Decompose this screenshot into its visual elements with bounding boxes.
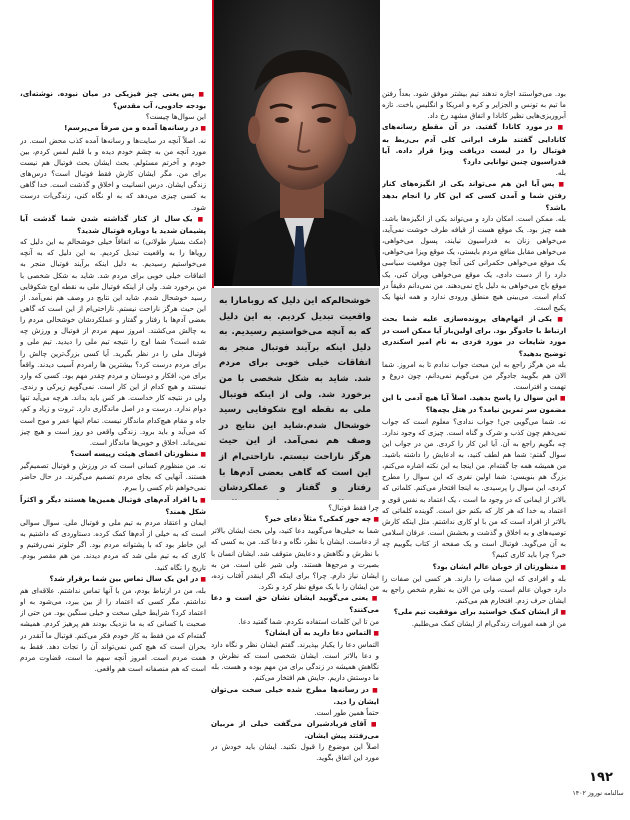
article-column-right — [382, 88, 566, 806]
interview-question: ■ یا افراد آدم‌های فوتبال همین‌ها هستند دیگر و اکثراً شکل همند؟ — [20, 494, 206, 517]
interview-question: ■ در مورد کانادا گفتید. در آن مقطع رسانه‌های کانادایی گفتند طرف ایرانی کلی آدم بی‌ربط به فوتبال را در لیست دریافت ویزا قرار داده. آیا فدراسیون چنین توانایی دارد؟ — [382, 121, 566, 167]
interview-question: ■ آقای فریادشیران می‌گفت خیلی از مربیان می‌رفتند پیش ایشان. — [211, 718, 379, 741]
interview-question: ■ التماس دعا دارید به آن ایشان؟ — [211, 627, 379, 639]
interview-answer: ایمان و اعتقاد مردم به تیم ملی و فوتبال ملی. سوال سوالی است که به خیلی از آدم‌ها کمک کرده. دستاوردی که داشتیم به این خاطر بود که با پشتوانه مردم بود. اگر جلوتر نمی‌رفتیم و کاری که به تیم ملی شد که مردم دیدند. من هم مقصر بودم. تاریخ را نگاه کنید. — [20, 517, 206, 572]
interview-question: ■ این سوال را پاسخ بدهید. اصلاً آیا هیچ آدمی با این مضمون سر تمرین نیامد؟ در هتل بچه‌ها؟ — [382, 392, 566, 415]
interview-question: ■ در این یک سال تماس بین شما برقرار شد؟ — [20, 573, 206, 585]
page-number: ۱۹۲ — [589, 770, 613, 785]
interview-answer: بله. ممکن است. امکان دارد و می‌تواند یکی از انگیزه‌ها باشد. همه چیز بود. یک موقع هست از قیافه طرف خوشت نمی‌آید، می‌خواهی زنان به فدراسیون نیایند، پسول می‌خواهی، می‌خواهی مقابل منافع مردم بایستی، یک موقع ویزا می‌خواهی، یک موقع می‌خواهی حکمرانی کنی آنجا چون موقعیت سیاسی دارد را از دست دادی، یک موقع می‌خواهی ویران کنی، یک موقع باج می‌خواهی به دلیل باج نمی‌دهند. من نمی‌دانم دقیقاً در کدام است. می‌بینی هیچ منطق ورودی ندارد و همه اینها یک پکیج است. — [382, 213, 566, 312]
interview-answer: شما به خیلی‌ها می‌گویید دعا کنید، ولی بحث ایشان بالاتر از دعاست. ایشان با نظر، نگاه و دعا کند. من به کسی که با نظرش و نگاهش و دعایش متوقف شد. ایشان انسان با بصیرت و مرجع‌ها هستند. ولی شیر علی است. من به ایشان نیاز دارم. چرا؟ برای اینکه اگر اینقدر آفتاب زده، من ایشان را با یک موقع نظر کرد و نکرد. — [211, 526, 379, 592]
interview-answer: من از همه امورات زندگی‌ام از ایشان کمک می‌طلبم. — [411, 619, 566, 629]
interview-answer: بود. می‌خواستند اجازه ندهند تیم بیشتر موفق شود. بعداً رفتن ما تیم به تونس و الجزایر و کره و امریکا و انگلیس باخت. تازه آبروریزی‌هایی نظیر کانادا و اتفاق مشهد رخ داد. — [382, 89, 566, 121]
interview-answer: بله، من در ارتباط بودم، من با آنها تماس نداشتم. علاقه‌ای هم نداشتم. مگر کسی که اعتماد را از بین ببرد، می‌شود به او اعتماد کرد؟ شرایط خیلی سخت و خیلی سنگین بود. من حتی از صحبت با کسانی که به ما نزدیک بودند هم پرهیز کردم. همیشه گفته‌ام که من فقط به کار خودم فکر می‌کنم. فوتبال ما آنقدر در بحران است که هیچ کس نمی‌تواند آن را نجات دهد. فقط به همت مردم است. امروز آنچه سهم ما است، قضاوت مردم است که هم منصفانه است هم واقعی. — [20, 585, 206, 673]
interview-answer: من تا این کلمات استفاده نکردم. شما گفتید دعا. — [238, 616, 379, 626]
interview-question: ■ چه جور کمکی؟ مثلاً دعای خیر؟ — [211, 513, 379, 525]
article-column-left — [20, 88, 206, 798]
portrait-illustration — [212, 0, 380, 286]
interview-answer: بله. — [555, 168, 566, 178]
interview-answer: (مکث بسیار طولانی) نه اتفاقاً خیلی خوشحالم به این دلیل که رویاها را به واقعیت تبدیل کردیم. به این دلیل که به آنچه می‌خواستیم رسیدیم. به دلیل اینکه برآیند فوتبال منجر به اتفاقات خیلی خوبی برای مردم شد. شاید به شکل شخصی با من برخورد شد. ولی از اینکه فوتبال ملی به نقطه اوج شکوفایی رسید خوشحال شدم. شاید این نتایج در وصف هم نمی‌آمد. از این حیث هرگز ناراحت نیستم. ناراحتی‌ام از این است که گاهی بعضی آدم‌ها با رفتار و گفتار و عملکردشان خوشحالی مردم را به چالش می‌کشند. امروز سهم مردم از فوتبال و ورزش چه شده است؟ شما اوج را نتیجه تیم ملی را دیدید. تیم ملی و فوتبال ملی را در نظر بگیرید. آیا کسی بزرگ‌ترین چالش را برای مردم درست کرد؟ بیشترین ها رامردم آسیب دیدند. واقعاً برای من، افکار و دوستان و مردم چقدر مهم بود. کسی که وارد نیستند و هیچ کدام از این کار است. نمی‌گویم زیرکی و رندی. ولی در نتیجه کار خداست. هر کس باید بداند. هرچه می‌آید تنها دوام ندارد. درست و در اصل ماندگاری دارد. ثروت و زیاد و کم، جاه و مقام هیچ‌کدام ماندگار نیست. تمام اینها عمر و موج است که می‌آید و باید برود. زندگی واقعی دو روز است و هیچ چیز نمی‌ماند. اخلاق و خوبی‌ها ماندگار است. — [20, 237, 206, 447]
interview-question: ■ پس آیا این هم می‌تواند یکی از انگیزه‌های کنار رفتن شما و آمدن کسی که این کار را انجام بدهد باشد؟ — [382, 178, 566, 212]
interview-question: ■ پس یعنی چیز فیزیکی در میان نبوده. نوشته‌ای، بودجه جادویی، آب مقدس؟ — [20, 88, 206, 111]
interview-answer: نه. من منظورم کسانی است که در ورزش و فوتبال تصمیم‌گیر هستند. آنهایی که بجای مردم تصمیم می‌گیرند. در حال حاضر نمی‌خواهم نام کسی را ببرم. — [20, 461, 206, 493]
interview-answer: اصلاً این موضوع را قبول نکنید. ایشان باید خودش در مورد این اتفاق بگوید. — [211, 742, 379, 763]
portrait-photo — [212, 0, 380, 286]
page-sidebar — [578, 0, 630, 820]
article-column-middle — [211, 502, 379, 802]
interview-question: ■ منظورتان اعضای هیئت رییسه است؟ — [20, 448, 206, 460]
interview-answer: التماس دعا را یکبار بپذیرند. گفتم ایشان نظر و نگاه دارد و دعا بالاتر است. ایشان شخصی است که نظرش و نگاهش همیشه در زندگی برای من مهم بوده و هست. بله ما دوستش داریم. جایش هم افتخار می‌کنم. — [211, 639, 379, 683]
interview-question: ■ یعنی می‌گویید ایشان نشان حق است و دعا می‌کنند؟ — [211, 592, 379, 615]
pull-quote-text: خوشحالم‌که این دلیل که روبامارا به واقعیت تبدیل کردیم. به این دلیل که به آنچه می‌خواستیم رسیدیم. به دلیل اینکه برآیند فوتبال منجر به اتفاقات خیلی خوبی برای مردم شد. شاید به شکل شخصی با من برخورد شد. ولی از اینکه فوتبال ملی به نقطه اوج شکوفایی رسید خوشحال شدم.شاید این نتایج در وصف هم نمی‌آمد. از این حیث هرگز ناراحت نیستم. ناراحتی‌ام از این است که گاهی بعضی آدم‌ها با رفتار و گفتار و عملکردشان — [219, 296, 371, 494]
accent-divider — [212, 0, 214, 300]
interview-answer: چرا فقط فوتبال؟ — [328, 503, 379, 512]
interview-question: ■ یک سال از کنار گذاشته شدن شما گذشت آیا پشیمان شدید یا دوباره فوتبال شدید؟ — [20, 213, 206, 236]
pull-quote-box — [211, 288, 379, 500]
issue-label: سالنامه نوروز ۱۴۰۲ — [572, 790, 624, 797]
interview-answer: بله و افرادی که این صفات را دارند. هر کسی این صفات را دارد خوبان عالم است، ولی من الان به نظرم شخص راجع به ایشان حرف زدم. افتخارم هم می‌کنم. — [382, 573, 566, 606]
interview-answer: حتماً همین طور است. — [314, 707, 379, 717]
interview-question: ■ در رسانه‌ها آمده و من صرفاً می‌پرسم! — [20, 122, 206, 134]
interview-answer: نه. اصلاً آنچه در سایت‌ها و رسانه‌ها آمده کذب محض است. در مورد آنچه من به چشم خودم دیده و با قلبم لمس کردم، بین خودم و آخرتم مسئولم. بحث ایشان بحث فوتبال هم نیست برای من. مگر ایشان کارش فقط فوتبال است؟ درس‌های زندگی ایشان. درس انسانیت و اخلاق و گذشت است. خدا گاهی به کسی چیزی می‌دهد که به او نگاه کنی، زندگی‌ات درست شود. — [20, 135, 206, 212]
interview-answer: نه. شما می‌گویی جن! جواب ندادی؟ معلوم است که جواب نمی‌دهم چون کذب و شرک و گناه است. چیزی که وجود ندارد. چه بگویم راجع به آن. آیا این کار را کردی. من در جواب این سوال گفتم: شما هم لطف کنید، به ادعایش را داشته باشید. من همیشه همه جا گفته‌ام. من اینجا به این نکته اشاره می‌کنم، بزرگ هم بنویسی: شما اولین نفری که این سوال را مطرح کردی، این سوال را پرسیدی. به اینجا افتخار می‌کنم. کلماتی که بالاتر از ایمانی که در وجود ما است ، یک اعتماد به نفس قوی و اعتماد به خدا که هر کار که بکنم حق است. گوینده کلماتی که بالاتر از افراد است که من با او کاری نداشتم. مثل اینکه کارش توصیه‌های و به اخلاق و گذشت و بخشش است. عرفان اسلامی به آن می‌گوید. فوتبال است و یک صفحه از کتاب بگوییم چه خبر؟ چرا باید کاری کنیم؟ — [382, 416, 566, 560]
interview-question: ■ از ایشان کمک خواستید برای موفقیت تیم ملی؟ — [382, 606, 566, 618]
interview-question: ■ یکی از اتهام‌های پرونده‌سازی علیه شما بحث ارتباط با جادوگر بود. برای اولین‌بار آیا ممکن است در مورد شایعات در مورد فردی به نام امیر اسکندری توضیح بدهید؟ — [382, 313, 566, 359]
interview-answer: بله من هرگز راجع به این مبحث جواب ندادم تا به امروز. شما الان هم بگویید جادوگر من می‌گویم نمی‌دانم، چون دروغ و تهمت و افتراست. — [382, 359, 566, 392]
interview-question: ■ منظورتان از خوبان عالم ایشان بود؟ — [382, 561, 566, 573]
interview-answer: این سوال‌ها چیست؟ — [145, 112, 206, 122]
interview-question: ■ در رسانه‌ها مطرح شده خیلی سخت می‌توان ایشان را دید. — [211, 684, 379, 707]
